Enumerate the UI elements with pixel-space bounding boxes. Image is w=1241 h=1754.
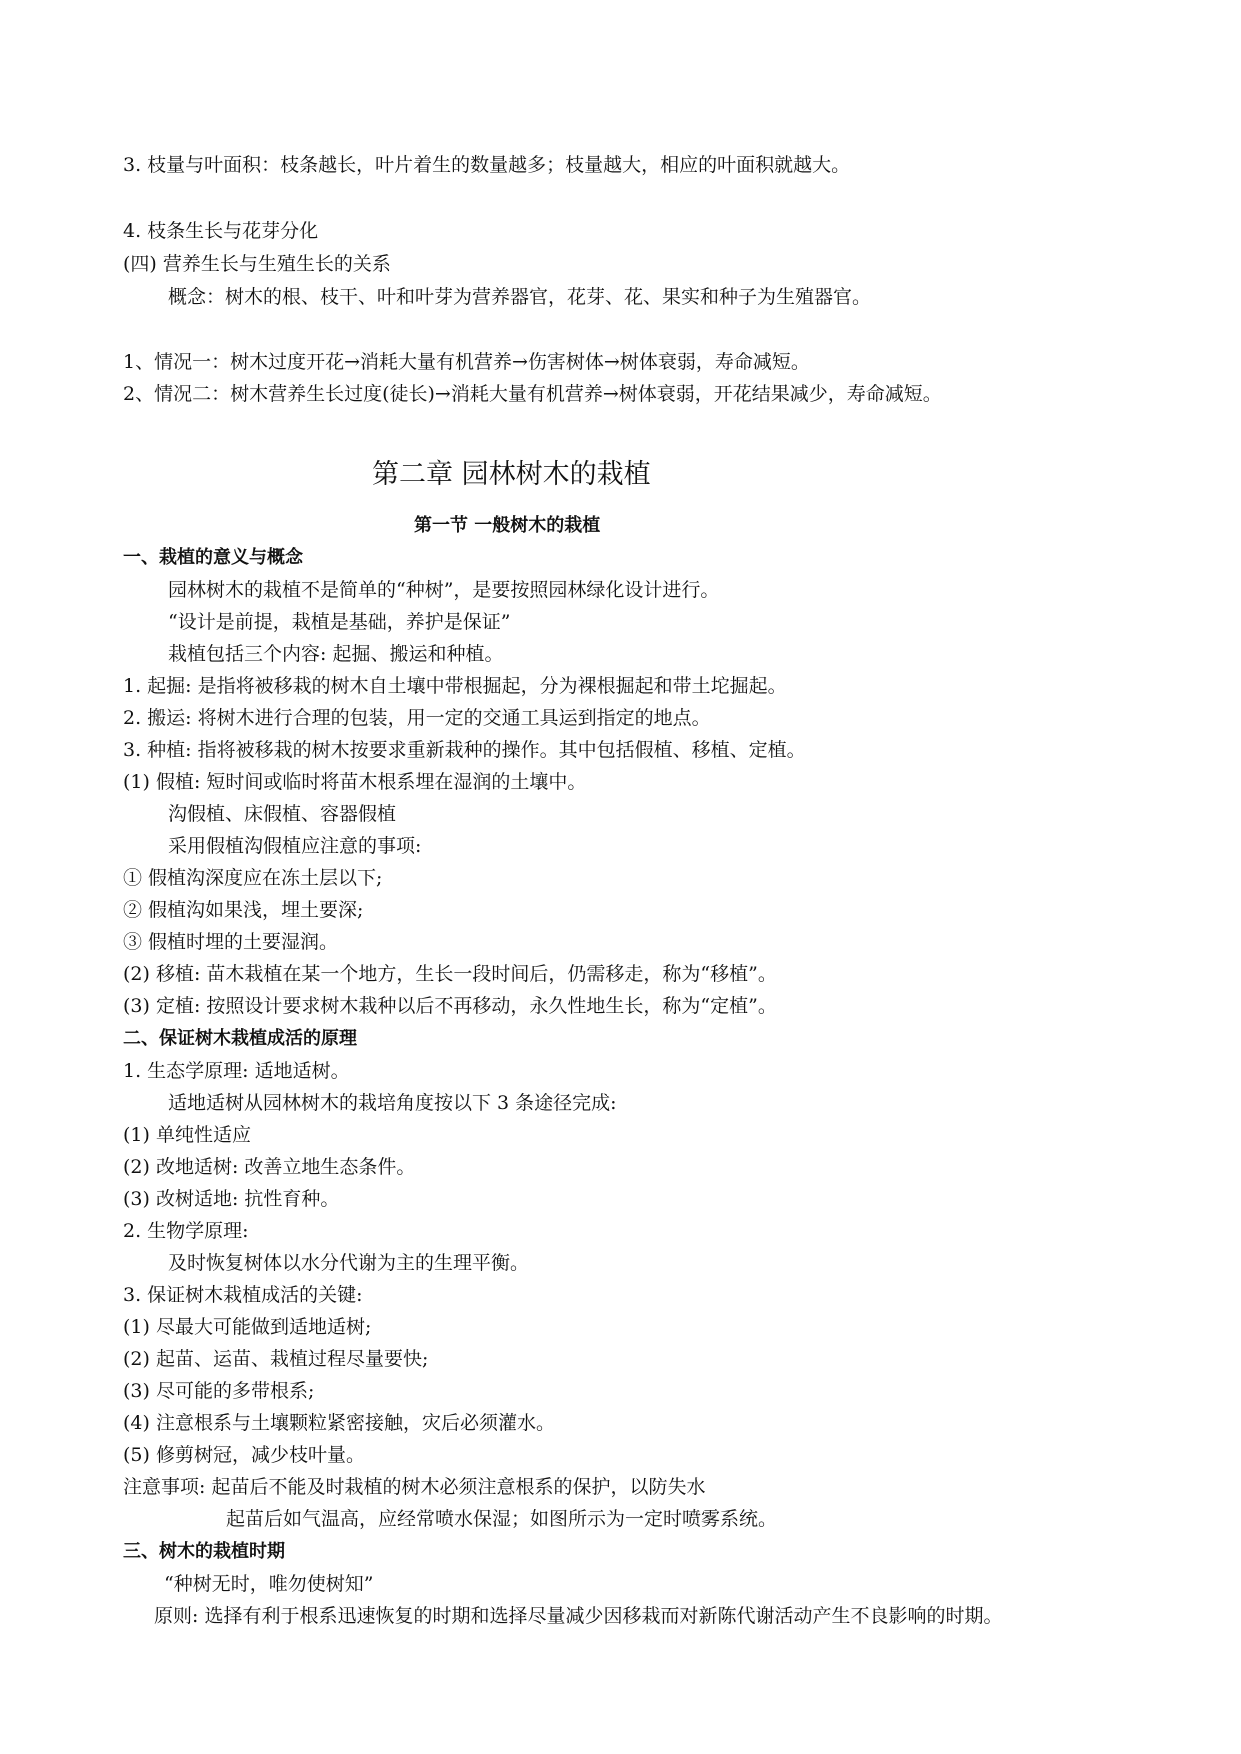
part-2-line: (3) 改树适地: 抗性育种。 <box>123 1188 340 1210</box>
paragraph-item-4: 4. 枝条生长与花芽分化 <box>123 220 319 242</box>
part-2-line: 2. 生物学原理: <box>123 1220 249 1242</box>
part-1-line: 1. 起掘: 是指将被移栽的树木自土壤中带根掘起，分为裸根掘起和带土坨掘起。 <box>123 675 787 697</box>
chapter-title: 第二章 园林树木的栽植 <box>372 459 651 490</box>
paragraph-item-3: 3. 枝量与叶面积：枝条越长，叶片着生的数量越多；枝量越大，相应的叶面积就越大。 <box>123 154 851 176</box>
part-1-heading: 一、栽植的意义与概念 <box>123 547 303 568</box>
part-2-line: (2) 起苗、运苗、栽植过程尽量要快; <box>123 1348 429 1370</box>
part-2-line: (4) 注意根系与土壤颗粒紧密接触，灾后必须灌水。 <box>123 1412 555 1434</box>
part-1-line: ③ 假植时埋的土要湿润。 <box>123 931 339 953</box>
part-1-line: 3. 种植: 指将被移栽的树木按要求重新栽种的操作。其中包括假植、移植、定植。 <box>123 739 806 761</box>
part-2-heading: 二、保证树木栽植成活的原理 <box>123 1028 357 1049</box>
part-2-line: 注意事项: 起苗后不能及时栽植的树木必须注意根系的保护，以防失水 <box>123 1476 706 1498</box>
part-1-line: (3) 定植: 按照设计要求树木栽种以后不再移动，永久性地生长，称为“定植”。 <box>123 995 777 1017</box>
case-2-paragraph: 2、情况二：树木营养生长过度(徒长)→消耗大量有机营养→树体衰弱，开花结果减少，寿命减短。 <box>123 383 942 405</box>
part-1-line: 采用假植沟假植应注意的事项: <box>168 835 422 857</box>
part-2-line: (2) 改地适树: 改善立地生态条件。 <box>123 1156 416 1178</box>
part-1-line: 沟假植、床假植、容器假植 <box>168 803 397 825</box>
part-3-line: 原则: 选择有利于根系迅速恢复的时期和选择尽量减少因移栽而对新陈代谢活动产生不良影响的时期。 <box>154 1605 1003 1627</box>
part-1-line: 栽植包括三个内容: 起掘、搬运和种植。 <box>168 643 504 665</box>
part-1-line: 园林树木的栽植不是简单的“种树”，是要按照园林绿化设计进行。 <box>168 579 720 601</box>
case-1-paragraph: 1、情况一：树木过度开花→消耗大量有机营养→伤害树体→树体衰弱，寿命减短。 <box>123 351 810 373</box>
part-2-line: (5) 修剪树冠，减少枝叶量。 <box>123 1444 365 1466</box>
part-2-line: (1) 尽最大可能做到适地适树; <box>123 1316 372 1338</box>
part-2-line: 及时恢复树体以水分代谢为主的生理平衡。 <box>168 1252 530 1274</box>
part-1-line: (1) 假植: 短时间或临时将苗木根系埋在湿润的土壤中。 <box>123 771 587 793</box>
part-1-line: “设计是前提，栽植是基础，养护是保证” <box>168 611 511 633</box>
part-2-line: 1. 生态学原理: 适地适树。 <box>123 1060 350 1082</box>
part-2-line: 3. 保证树木栽植成活的关键: <box>123 1284 363 1306</box>
part-1-line: (2) 移植: 苗木栽植在某一个地方，生长一段时间后，仍需移走，称为“移植”。 <box>123 963 777 985</box>
part-2-line: 起苗后如气温高，应经常喷水保湿；如图所示为一定时喷雾系统。 <box>226 1508 778 1530</box>
part-1-line: ② 假植沟如果浅，埋土要深; <box>123 899 364 921</box>
section-title: 第一节 一般树木的栽植 <box>414 515 601 536</box>
part-3-line: “种树无时，唯勿使树知” <box>164 1573 374 1595</box>
part-2-line: 适地适树从园林树木的栽培角度按以下 3 条途径完成: <box>168 1092 617 1114</box>
concept-paragraph: 概念：树木的根、枝干、叶和叶芽为营养器官，花芽、花、果实和种子为生殖器官。 <box>168 286 872 308</box>
part-2-line: (1) 单纯性适应 <box>123 1124 251 1146</box>
part-3-heading: 三、树木的栽植时期 <box>123 1541 285 1562</box>
section-4-heading: (四) 营养生长与生殖生长的关系 <box>123 253 391 275</box>
part-1-line: 2. 搬运: 将树木进行合理的包装，用一定的交通工具运到指定的地点。 <box>123 707 711 729</box>
part-2-line: (3) 尽可能的多带根系; <box>123 1380 315 1402</box>
part-1-line: ① 假植沟深度应在冻土层以下; <box>123 867 383 889</box>
